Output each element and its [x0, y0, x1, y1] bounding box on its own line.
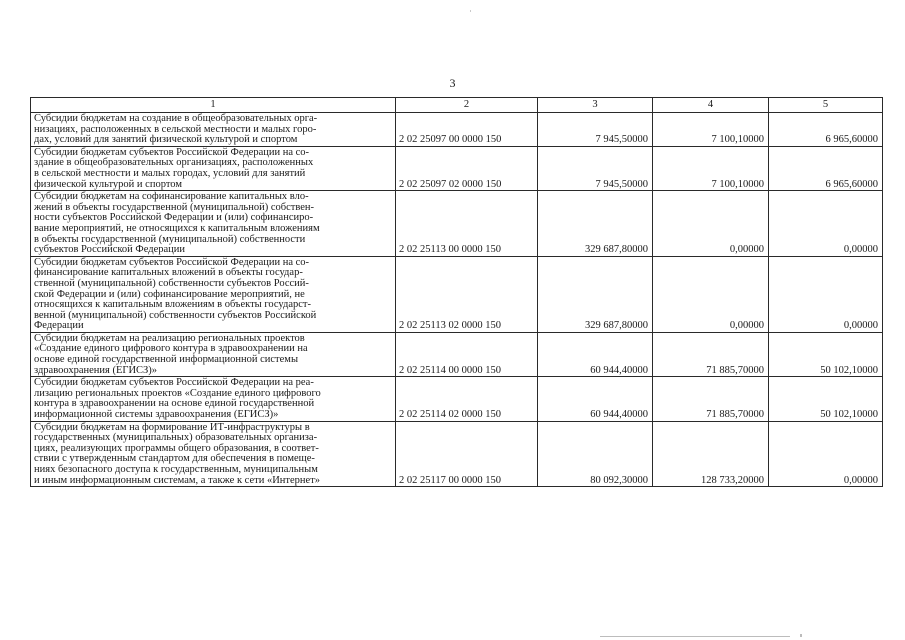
description-line: здание в общеобразовательных организациях, расположенных — [34, 157, 314, 169]
description-line: финансирование капитальных вложений в объекты государ- — [34, 267, 303, 279]
table-row — [31, 256, 883, 332]
budget-classification-code: 2 02 25097 02 0000 150 — [396, 146, 538, 190]
budget-classification-code: 2 02 25114 02 0000 150 — [396, 377, 538, 421]
description-line: здравоохранения (ЕГИСЗ)» — [34, 364, 158, 376]
description-line: в объекты государственной (муниципальной) собственности — [34, 233, 306, 245]
row-description — [31, 421, 396, 487]
row-description — [31, 377, 396, 421]
description-line: основе единой государственной информационной системы — [34, 354, 299, 366]
column-header-4: 4 — [653, 98, 769, 113]
budget-classification-code: 2 02 25113 02 0000 150 — [396, 256, 538, 332]
description-line: низациях, расположенных в сельской местности и малых горо- — [34, 123, 317, 135]
description-line: жений в объекты государственной (муниципальной) собствен- — [34, 201, 315, 213]
amount-column-5: 0,00000 — [769, 256, 883, 332]
description-line: относящихся к капитальным вложениям в объекты государст- — [34, 299, 312, 311]
scan-artifact — [600, 636, 790, 637]
amount-column-3: 7 945,50000 — [538, 146, 653, 190]
description-line: ниях безопасного доступа к государственным, муниципальным — [34, 464, 318, 475]
description-line: циях, реализующих программы общего образования, в соответ- — [34, 442, 319, 454]
budget-classification-code: 2 02 25097 00 0000 150 — [396, 113, 538, 147]
description-line: «Создание единого цифрового контура в здравоохранении на — [34, 343, 308, 355]
amount-column-3: 7 945,50000 — [538, 113, 653, 147]
amount-column-3: 329 687,80000 — [538, 256, 653, 332]
table-row — [31, 146, 883, 190]
column-header-2: 2 — [396, 98, 538, 113]
description-line: лизацию региональных проектов «Создание единого цифрового — [34, 387, 321, 399]
table-row — [31, 377, 883, 421]
row-description — [31, 191, 396, 257]
amount-column-4: 71 885,70000 — [653, 332, 769, 376]
description-line: вание мероприятий, не относящихся к капитальным вложениям — [34, 222, 320, 234]
amount-column-3: 60 944,40000 — [538, 377, 653, 421]
row-description — [31, 256, 396, 332]
column-header-1: 1 — [31, 98, 396, 113]
description-line: физической культурой и спортом — [34, 178, 182, 190]
amount-column-4: 7 100,10000 — [653, 113, 769, 147]
description-line: Федерации — [34, 320, 84, 332]
description-line: и иным информационным системам, а также к сети «Интернет» — [34, 474, 321, 486]
amount-column-5: 6 965,60000 — [769, 113, 883, 147]
amount-column-5: 50 102,10000 — [769, 332, 883, 376]
amount-column-4: 71 885,70000 — [653, 377, 769, 421]
amount-column-3: 329 687,80000 — [538, 191, 653, 257]
amount-column-5: 50 102,10000 — [769, 377, 883, 421]
table-body — [31, 113, 883, 487]
budget-table — [30, 97, 883, 487]
description-line: информационной системы здравоохранения (ЕГИСЗ)» — [34, 409, 279, 421]
description-line: государственных (муниципальных) образовательных организа- — [34, 432, 318, 444]
description-line: дах, условий для занятий физической культурой и спортом — [34, 134, 298, 146]
row-description — [31, 332, 396, 376]
amount-column-3: 60 944,40000 — [538, 332, 653, 376]
amount-column-5: 6 965,60000 — [769, 146, 883, 190]
table-row — [31, 191, 883, 257]
table-row — [31, 113, 883, 147]
table-row — [31, 421, 883, 487]
table-row — [31, 332, 883, 376]
amount-column-3: 80 092,30000 — [538, 421, 653, 487]
description-line: Субсидии бюджетам субъектов Российской Федерации на со- — [34, 146, 310, 158]
column-header-3: 3 — [538, 98, 653, 113]
amount-column-4: 7 100,10000 — [653, 146, 769, 190]
description-line: ственной (муниципальной) собственности субъектов Россий- — [34, 277, 309, 289]
description-line: ской Федерации и (или) софинансирование мероприятий, не — [34, 288, 305, 300]
table-header-row — [31, 98, 883, 113]
amount-column-4: 128 733,20000 — [653, 421, 769, 487]
description-line: ности субъектов Российской Федерации и (или) софинансиро- — [34, 212, 314, 224]
amount-column-5: 0,00000 — [769, 191, 883, 257]
description-line: Субсидии бюджетам на формирование ИТ-инфраструктуры в — [34, 421, 310, 433]
budget-classification-code: 2 02 25114 00 0000 150 — [396, 332, 538, 376]
description-line: Субсидии бюджетам субъектов Российской Федерации на реа- — [34, 377, 314, 389]
description-line: Субсидии бюджетам на создание в общеобразовательных орга- — [34, 113, 318, 124]
scan-artifact — [800, 634, 802, 637]
description-line: контура в здравоохранении на основе единой государственной — [34, 398, 315, 410]
amount-column-4: 0,00000 — [653, 256, 769, 332]
description-line: Субсидии бюджетам субъектов Российской Федерации на со- — [34, 256, 310, 268]
description-line: венной (муниципальной) собственности субъектов Российской — [34, 309, 317, 321]
description-line: в сельской местности и малых городах, условий для занятий — [34, 167, 306, 179]
description-line: ствии с утвержденным стандартом для обеспечения в помеще- — [34, 453, 315, 465]
amount-column-4: 0,00000 — [653, 191, 769, 257]
budget-classification-code: 2 02 25117 00 0000 150 — [396, 421, 538, 487]
amount-column-5: 0,00000 — [769, 421, 883, 487]
column-header-5: 5 — [769, 98, 883, 113]
description-line: Субсидии бюджетам на реализацию региональных проектов — [34, 332, 305, 344]
page-number: 3 — [449, 76, 456, 90]
row-description — [31, 113, 396, 147]
budget-classification-code: 2 02 25113 00 0000 150 — [396, 191, 538, 257]
row-description — [31, 146, 396, 190]
description-line: Субсидии бюджетам на софинансирование капитальных вло- — [34, 191, 309, 203]
scan-artifact — [470, 10, 471, 12]
description-line: субъектов Российской Федерации — [34, 244, 186, 256]
